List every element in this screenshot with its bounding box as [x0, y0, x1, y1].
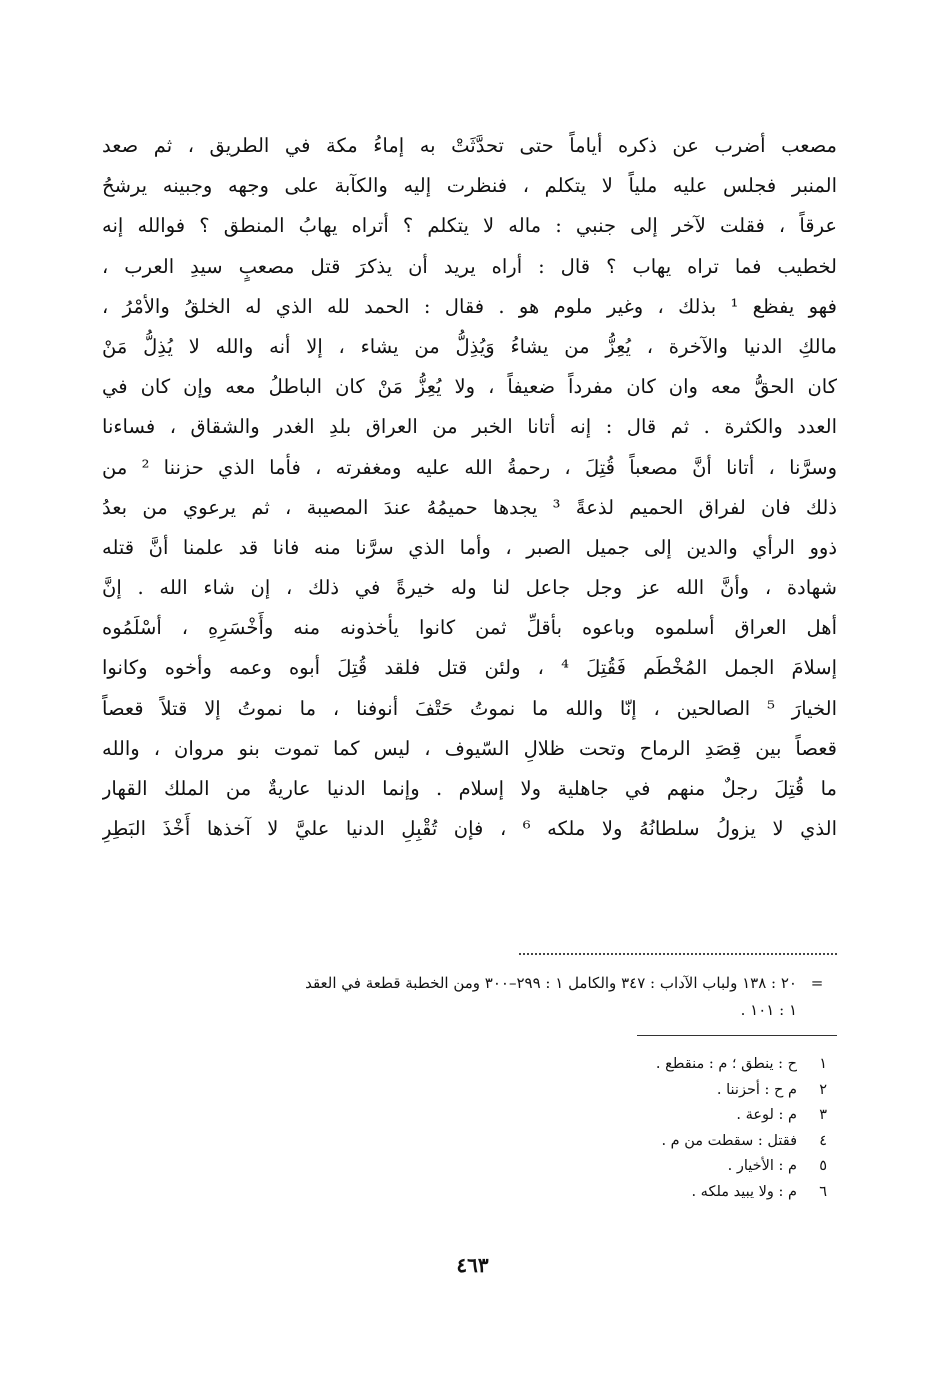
footnote-number: ٢	[819, 1081, 827, 1098]
footnote	[656, 1180, 827, 1206]
text-line: ذلك فان لفراق الحميم لذعةً ³ يجدها حميمُهُ عندَ المصيبة ، ثم يرعوي من بعدُ	[102, 495, 837, 519]
continued-footnote-line	[102, 970, 837, 997]
text-line: المنبر فجلس عليه ملياً لا يتكلم ، فنظرت إليه والكآبة على وجهه وجبينه يرشحُ	[102, 174, 837, 198]
footnote-text: م : لوعة .	[736, 1107, 797, 1124]
footnote-text: م ح : أحزننا .	[716, 1081, 797, 1098]
text-line: كان الحقُّ معه وان كان مفرداً ضعيفاً ، ولا يُعِزُّ مَنْ كان الباطلُ معه وإن كان في	[102, 375, 837, 399]
text-line: قعصاً بين قِصَدِ الرماح وتحت ظلالِ السّيوف ، ليس كما تموت بنو مروان ، والله	[102, 736, 837, 760]
text-line: ما قُتِلَ رجلٌ منهم في جاهلية ولا إسلام . وإنما الدنيا عاريةٌ من الملك القهار	[102, 777, 837, 800]
text-line: إسلامَ الجمل المُخْطَم فَقُتِلَ ⁴ ، ولئن قتل فلقد قُتِلَ أبوه وعمه وأخوه وكانوا	[102, 656, 837, 680]
continued-footnote	[102, 970, 837, 1024]
footnotes-list	[656, 1052, 827, 1206]
footnote-number: ٤	[819, 1132, 827, 1149]
footnote	[656, 1103, 827, 1129]
text-line: مالكِ الدنيا والآخرة ، يُعِزُّ من يشاءُ وَيُذِلُّ من يشاء ، إلا أنه والله لا يُذِلُّ مَنْ	[102, 334, 837, 358]
continuation-mark: =	[810, 974, 824, 992]
text-line: وسرَّنا ، أتانا أنَّ مصعباً قُتِلَ ، رحمةُ الله عليه ومغفرته ، فأما الذي حزننا ² من	[102, 455, 837, 479]
continued-footnote-line	[102, 997, 837, 1024]
text-line: لخطيب فما تراه يهاب ؟ قال : أراه يريد أن يذكرَ قتل مصعبٍ سيدِ العرب ،	[102, 254, 837, 278]
text-line: ذوو الرأي والدين إلى جميل الصبر ، وأما الذي سرَّنا منه فانا قد علمنا أنَّ قتله	[102, 535, 837, 559]
footnote-number: ٦	[819, 1183, 827, 1200]
text-line: مصعب أضرب عن ذكره أياماً حتى تحدَّثَتْ به إماءُ مكة في الطريق ، ثم صعد	[102, 134, 837, 157]
footnote-text: م : ولا يبيد ملكه .	[691, 1183, 797, 1200]
footnote-number: ١	[819, 1056, 827, 1072]
text-line: فهو يفظع ¹ بذلك ، وغير ملوم هو . فقال : الحمد لله الذي له الخلقُ والأمْرُ ،	[102, 294, 837, 318]
footnote-text: ح : ينطق ؛ م : منقطع .	[655, 1056, 797, 1072]
footnote-number: ٥	[819, 1158, 827, 1175]
footnote	[656, 1052, 827, 1078]
footnote	[656, 1078, 827, 1104]
footnote-number: ٣	[819, 1107, 827, 1124]
footnote-separator	[637, 1035, 837, 1036]
footnote	[656, 1154, 827, 1180]
page-number: ٤٦٣	[456, 1253, 489, 1277]
text-line: عرقاً ، فقلت لآخر إلى جنبي : ماله لا يتكلم ؟ أتراه يهابُ المنطق ؟ فوالله إنه	[102, 214, 837, 238]
text-line: شهادة ، وأنَّ الله عز وجل جاعل لنا وله خيرةً في ذلك ، إن شاء الله . إنَّ	[102, 576, 837, 600]
footnote-text: فقتل : سقطت من م .	[661, 1132, 797, 1149]
continued-footnote-text: ٢٠ : ١٣٨ ولباب الآداب : ٣٤٧ والكامل ١ : ٢٩٩–٣٠٠ ومن الخطبة قطعة في العقد	[305, 974, 797, 992]
main-text	[102, 126, 837, 849]
footnote	[656, 1129, 827, 1155]
text-line: العدد والكثرة . ثم قال : إنه أتانا الخبر من العراق بلدِ الغدر والشقاق ، فساءنا	[102, 415, 837, 439]
text-line: أهل العراق أسلموه وباعوه بأقلِّ ثمن كانوا يأخذونه منه وأَخْسَرِهِ ، أسْلَمُوه	[102, 616, 837, 640]
footnote-text: م : الأخيار .	[727, 1158, 797, 1175]
text-line: الذي لا يزولُ سلطانُهُ ولا ملكه ⁶ ، فإن تُقْبِلِ الدنيا عليَّ لا آخذها أَخْذَ البَطِرِ	[102, 817, 837, 841]
dotted-separator	[519, 953, 837, 955]
text-line: الخيارَ ⁵ الصالحين ، إنّا والله ما نموتُ حَتْفَ أنوفنا ، ما نموتُ إلا قتلاً قعصاً	[102, 696, 837, 720]
continued-footnote-text: ١ : ١٠١ .	[740, 1001, 797, 1019]
